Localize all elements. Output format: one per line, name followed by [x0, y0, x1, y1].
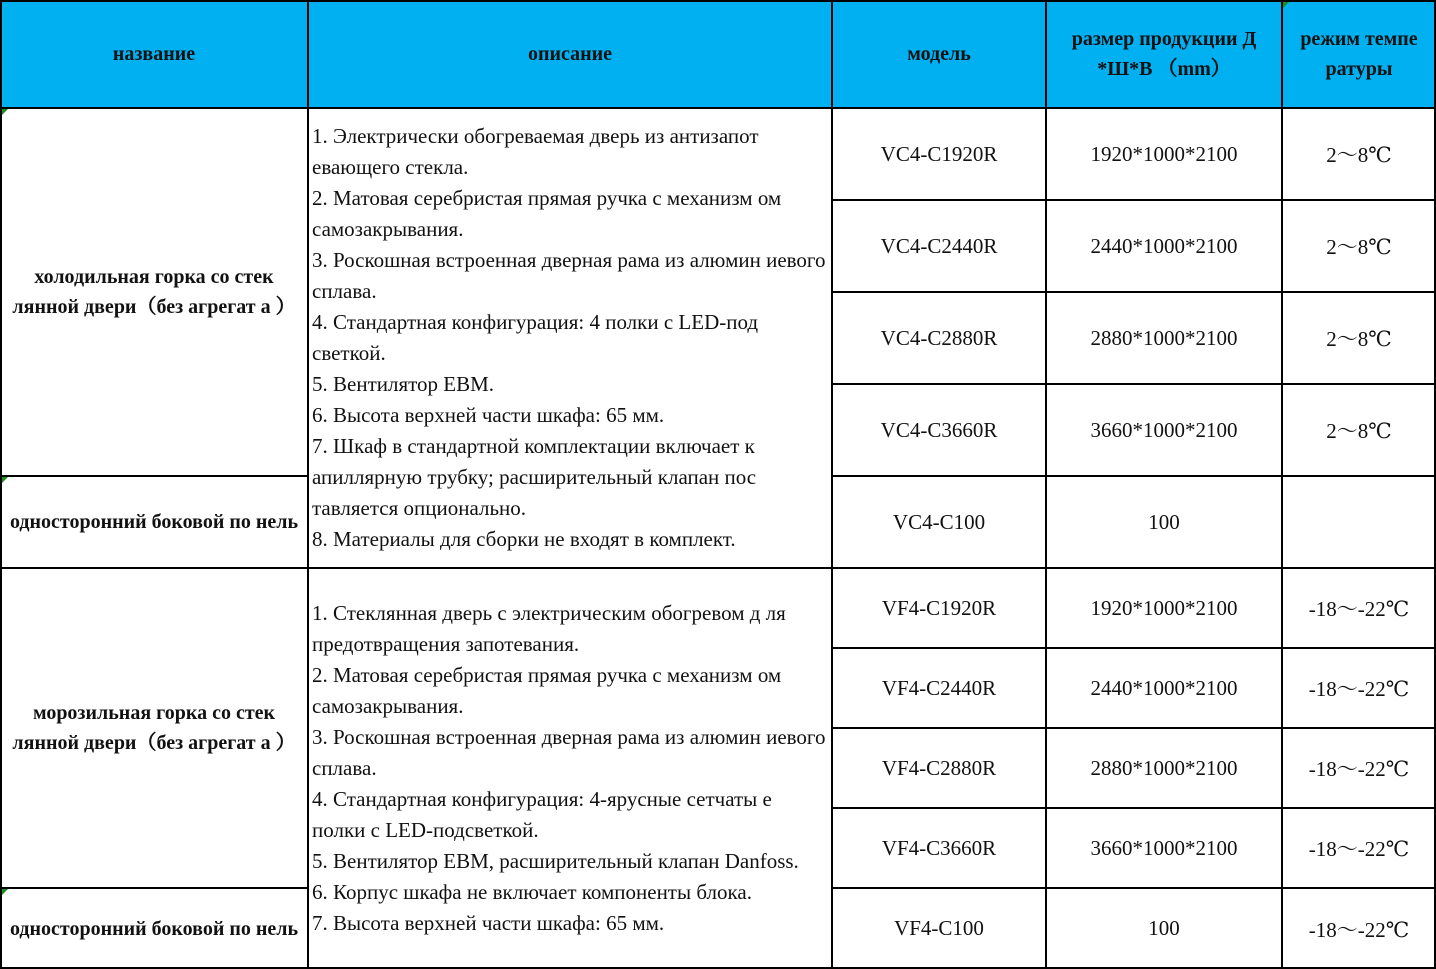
description-item: 4. Стандартная конфигурация: 4-ярусные сетчаты е полки с LED-подсветкой.: [312, 787, 772, 842]
grid-line: [831, 0, 833, 969]
model-value: VF4-C2440R: [881, 675, 997, 700]
product-name: односторонний боковой по нель: [9, 917, 299, 940]
size-value: 3660*1000*2100: [1090, 417, 1238, 442]
model-cell: [832, 568, 1046, 648]
size-cell: [1046, 384, 1282, 476]
size-value: 2880*1000*2100: [1090, 325, 1238, 350]
temp-cell: [1282, 728, 1436, 808]
grid-line: [0, 107, 1436, 109]
size-value: 100: [1148, 916, 1180, 940]
size-cell: [1046, 888, 1282, 969]
product-name: односторонний боковой по нель: [9, 511, 299, 533]
size-value: 1920*1000*2100: [1090, 141, 1238, 166]
description-item: 1. Стеклянная дверь с электрическим обогревом д ля предотвращения запотевания.: [312, 601, 786, 656]
temp-value: -18～-22℃: [1308, 677, 1410, 701]
size-cell: [1046, 648, 1282, 728]
temp-cell: [1282, 476, 1436, 568]
size-cell: [1046, 200, 1282, 292]
model-cell: [832, 648, 1046, 728]
size-value: 2440*1000*2100: [1090, 675, 1238, 700]
cell-marker-icon: [1283, 2, 1289, 8]
description-item: 3. Роскошная встроенная дверная рама из алюмин иевого сплава.: [312, 248, 826, 303]
temp-cell: [1282, 888, 1436, 969]
description-cell: [308, 108, 832, 568]
grid-line: [0, 567, 1436, 569]
size-value: 100: [1148, 509, 1180, 534]
grid-line: [831, 475, 1436, 477]
model-value: VC4-C1920R: [880, 141, 998, 166]
product-name-cell: [0, 888, 308, 969]
size-value: 2880*1000*2100: [1090, 755, 1238, 780]
size-cell: [1046, 476, 1282, 568]
temp-value: -18～-22℃: [1308, 837, 1410, 861]
description-list: [312, 598, 828, 939]
description-item: 5. Вентилятор EBM.: [312, 372, 495, 396]
description-item: 3. Роскошная встроенная дверная рама из алюмин иевого сплава.: [312, 725, 826, 780]
model-cell: [832, 476, 1046, 568]
temp-cell: [1282, 808, 1436, 888]
model-cell: [832, 384, 1046, 476]
header-name-text: название: [112, 43, 196, 65]
temp-value: 2～8℃: [1326, 143, 1392, 167]
size-value: 2440*1000*2100: [1090, 233, 1238, 258]
description-item: 2. Матовая серебристая прямая ручка с механизм ом самозакрывания.: [312, 663, 782, 718]
model-cell: [832, 108, 1046, 200]
description-item: 7. Шкаф в стандартной комплектации включает к апиллярную трубку; расширительный клапан пос тавляется опционально.: [312, 434, 757, 520]
header-temperature-text: режим темпе ратуры: [1300, 28, 1418, 80]
description-cell: [308, 568, 832, 969]
model-cell: [832, 292, 1046, 384]
temp-cell: [1282, 568, 1436, 648]
size-cell: [1046, 292, 1282, 384]
model-value: VC4-C2880R: [880, 325, 998, 350]
header-model-text: модель: [907, 43, 971, 65]
grid-line: [1281, 0, 1283, 969]
product-name-cell: [0, 476, 308, 568]
grid-line: [0, 0, 1436, 2]
description-item: 4. Стандартная конфигурация: 4 полки с LED-под светкой.: [312, 310, 759, 365]
model-value: VC4-C100: [892, 509, 986, 534]
temp-value: -18～-22℃: [1308, 917, 1410, 942]
grid-line: [307, 0, 309, 969]
grid-line: [0, 887, 308, 889]
description-item: 7. Высота верхней части шкафа: 65 мм.: [312, 911, 665, 935]
cell-marker-icon: [2, 889, 8, 895]
temp-value: 2～8℃: [1326, 235, 1392, 259]
model-cell: [832, 888, 1046, 969]
model-value: VF4-C100: [894, 916, 984, 940]
model-value: VF4-C3660R: [881, 835, 997, 860]
model-value: VC4-C2440R: [880, 233, 998, 258]
grid-line: [831, 887, 1436, 889]
temp-value: -18～-22℃: [1308, 597, 1410, 621]
temp-value: -18～-22℃: [1308, 757, 1410, 781]
product-name: холодильная горка со стек лянной двери（без агрегат а ）: [12, 266, 296, 318]
description-item: 6. Высота верхней части шкафа: 65 мм.: [312, 403, 665, 427]
header-size: [1046, 0, 1282, 108]
size-cell: [1046, 808, 1282, 888]
product-name-cell: [0, 568, 308, 888]
grid-line: [831, 727, 1436, 729]
description-item: 6. Корпус шкафа не включает компоненты блока.: [312, 880, 752, 904]
grid-line: [831, 807, 1436, 809]
header-name: [0, 0, 308, 108]
description-item: 2. Матовая серебристая прямая ручка с механизм ом самозакрывания.: [312, 186, 782, 241]
temp-cell: [1282, 292, 1436, 384]
temp-cell: [1282, 384, 1436, 476]
header-temperature: [1282, 0, 1436, 108]
temp-cell: [1282, 200, 1436, 292]
size-cell: [1046, 568, 1282, 648]
header-description: [308, 0, 832, 108]
size-cell: [1046, 728, 1282, 808]
model-value: VF4-C2880R: [881, 755, 997, 780]
temp-value: 2～8℃: [1326, 327, 1392, 351]
temp-cell: [1282, 108, 1436, 200]
temp-value: 2～8℃: [1326, 419, 1392, 443]
size-value: 3660*1000*2100: [1090, 835, 1238, 860]
header-model: [832, 0, 1046, 108]
grid-line: [831, 291, 1436, 293]
model-cell: [832, 808, 1046, 888]
description-item: 1. Электрически обогреваемая дверь из антизапот евающего стекла.: [312, 124, 759, 179]
model-cell: [832, 200, 1046, 292]
description-list: [312, 121, 828, 555]
model-value: VC4-C3660R: [880, 417, 998, 442]
cell-marker-icon: [2, 109, 8, 115]
description-item: 8. Материалы для сборки не входят в комплект.: [312, 527, 736, 551]
cell-marker-icon: [2, 477, 8, 483]
header-size-text: размер продукции Д *Ш*В （mm）: [1071, 28, 1257, 80]
grid-line: [831, 199, 1436, 201]
grid-line: [831, 383, 1436, 385]
size-value: 1920*1000*2100: [1090, 595, 1238, 620]
description-item: 5. Вентилятор EBM, расширительный клапан Danfoss.: [312, 849, 799, 873]
grid-line: [0, 0, 2, 969]
grid-line: [1045, 0, 1047, 969]
grid-line: [831, 647, 1436, 649]
temp-cell: [1282, 648, 1436, 728]
product-name-cell: [0, 108, 308, 476]
header-description-text: описание: [527, 43, 613, 65]
model-value: VF4-C1920R: [881, 595, 997, 620]
grid-line: [0, 475, 308, 477]
size-cell: [1046, 108, 1282, 200]
model-cell: [832, 728, 1046, 808]
product-name: морозильная горка со стек лянной двери（без агрегат а ）: [12, 702, 296, 754]
